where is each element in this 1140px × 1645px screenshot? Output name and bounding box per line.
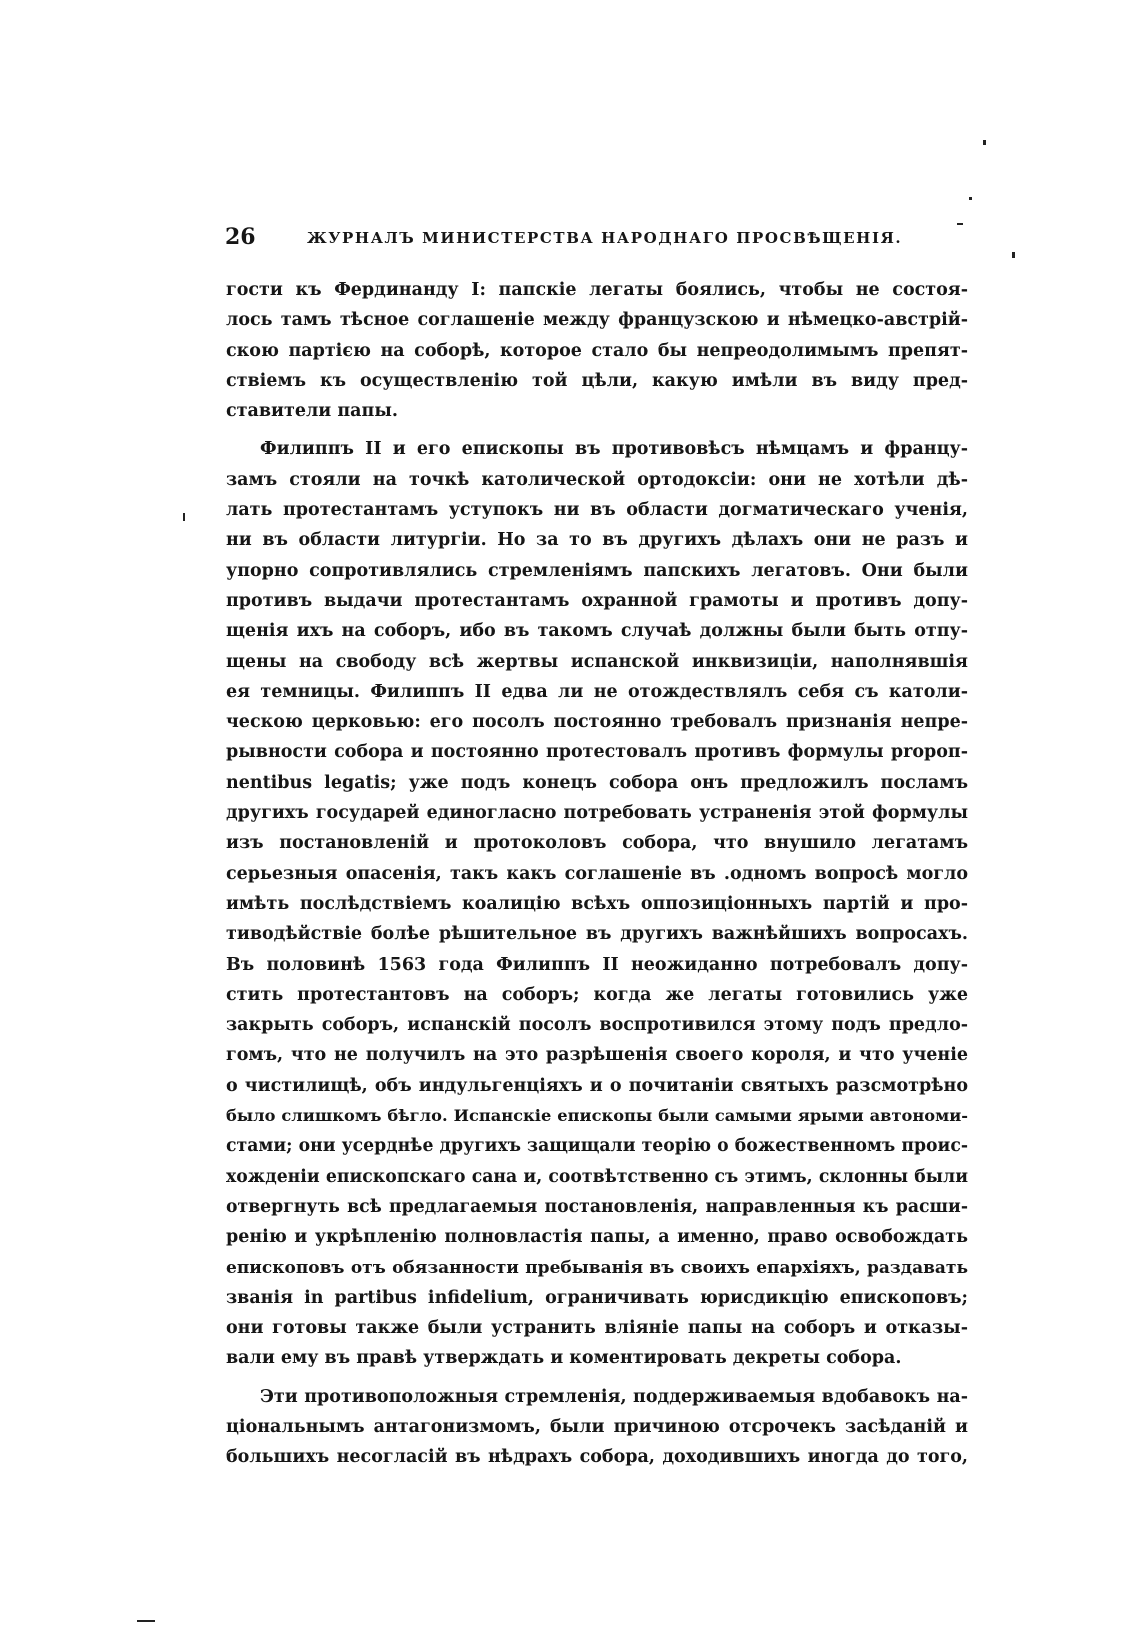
text-line: замъ стояли на точкѣ католической ортодоксіи: они не хотѣли дѣ- [226,469,968,490]
scan-speck [969,197,972,200]
text-line: nentibus legatis; уже подъ конецъ собора онъ предложилъ посламъ [226,772,968,793]
text-line: ческою церковью: его посолъ постоянно требовалъ признанія непре- [226,712,968,733]
text-line: щены на свободу всѣ жертвы испанской инквизиціи, наполнявшія [226,651,968,672]
text-line: гомъ, что не получилъ на это разрѣшенія своего короля, и что ученіе [226,1045,968,1066]
running-title: ЖУРНАЛЪ МИНИСТЕРСТВА НАРОДНАГО ПРОСВѢЩЕНІЯ. [307,229,903,247]
paragraph-gap [226,426,968,434]
paragraph-1 [226,275,968,426]
text-line: ни въ области литургіи. Но за то въ другихъ дѣлахъ они не разъ и [226,530,968,551]
text-line: ціональнымъ антагонизмомъ, были причиною отсрочекъ засѣданій и [226,1416,968,1437]
margin-dash [137,1620,155,1622]
text-line: о чистилищѣ, объ индульгенціяхъ и о почитаніи святыхъ разсмотрѣно [226,1075,968,1096]
text-line: лать протестантамъ уступокъ ни въ области догматическаго ученія, [226,500,968,521]
scan-speck [983,140,986,145]
text-line: другихъ государей единогласно потребовать устраненія этой формулы [226,803,968,824]
text-line: званія in partibus infidelium, ограничивать юрисдикцію епископовъ; [226,1287,968,1308]
text-line: ставители папы. [226,401,398,422]
scan-speck [183,513,185,521]
paragraph-3 [226,1382,968,1473]
text-line: лось тамъ тѣсное соглашеніе между французскою и нѣмецко-австрій- [226,310,968,331]
text-line: Въ половинѣ 1563 года Филиппъ II неожиданно потребовалъ допу- [226,954,968,975]
text-line: отвергнуть всѣ предлагаемыя постановленія, направленныя къ расши- [226,1196,968,1217]
text-line: епископовъ отъ обязанности пребыванія въ своихъ епархіяхъ, раздавать [226,1257,968,1278]
text-line: вали ему въ правѣ утверждать и коментировать декреты собора. [226,1348,902,1369]
text-line: хожденіи епископскаго сана и, соотвѣтственно съ этимъ, склонны были [226,1166,968,1187]
text-line: серьезныя опасенія, такъ какъ соглашеніе въ .одномъ вопросѣ могло [226,863,968,884]
paragraph-gap [226,1374,968,1382]
page-header [225,222,967,254]
text-line: ствіемъ къ осуществленію той цѣли, какую имѣли въ виду пред- [226,370,968,391]
text-line: гости къ Фердинанду I: папскіе легаты боялись, чтобы не состоя- [226,280,968,300]
text-line: скою партією на соборѣ, которое стало бы непреодолимымъ препят- [226,340,968,361]
text-line: ея темницы. Филиппъ II едва ли не отождествлялъ себя съ католи- [226,681,968,702]
scan-speck [957,223,963,225]
page-number: 26 [225,224,256,250]
text-line: имѣть послѣдствіемъ коалицію всѣхъ оппозиціонныхъ партій и про- [226,893,968,914]
text-line: Эти противоположныя стремленія, поддерживаемыя вдобавокъ на- [260,1386,968,1407]
text-line: закрыть соборъ, испанскій посолъ воспротивился этому подъ предло- [226,1015,968,1036]
text-line: стить протестантовъ на соборъ; когда же легаты готовились уже [226,984,968,1005]
text-line: противъ выдачи протестантамъ охранной грамоты и противъ допу- [226,590,968,611]
text-line: стами; они усерднѣе другихъ защищали теорію о божественномъ проис- [226,1136,968,1157]
text-line: Филиппъ II и его епископы въ противовѣсъ нѣмцамъ и францу- [260,439,968,460]
paragraph-2 [226,434,968,1373]
text-line: было слишкомъ бѣгло. Испанскіе епископы были самыми ярыми автономи- [226,1106,968,1126]
text-line: тиводѣйствіе болѣе рѣшительное въ другихъ важнѣйшихъ вопросахъ. [226,924,968,945]
text-line: щенія ихъ на соборъ, ибо въ такомъ случаѣ должны были быть отпу- [226,621,968,642]
text-line: упорно сопротивлялись стремленіямъ папскихъ легатовъ. Они были [226,560,968,581]
scan-speck [1012,252,1015,258]
body-text [226,275,968,1473]
text-line: рывности собора и постоянно протестовалъ противъ формулы prороп- [226,742,968,763]
text-line: большихъ несогласій въ нѣдрахъ собора, доходившихъ иногда до того, [226,1447,968,1468]
text-line: ренію и укрѣпленію полновластія папы, а именно, право освобождать [226,1227,968,1248]
text-line: изъ постановленій и протоколовъ собора, что внушило легатамъ [226,833,968,854]
text-line: они готовы также были устранить вліяніе папы на соборъ и отказы- [226,1318,968,1339]
